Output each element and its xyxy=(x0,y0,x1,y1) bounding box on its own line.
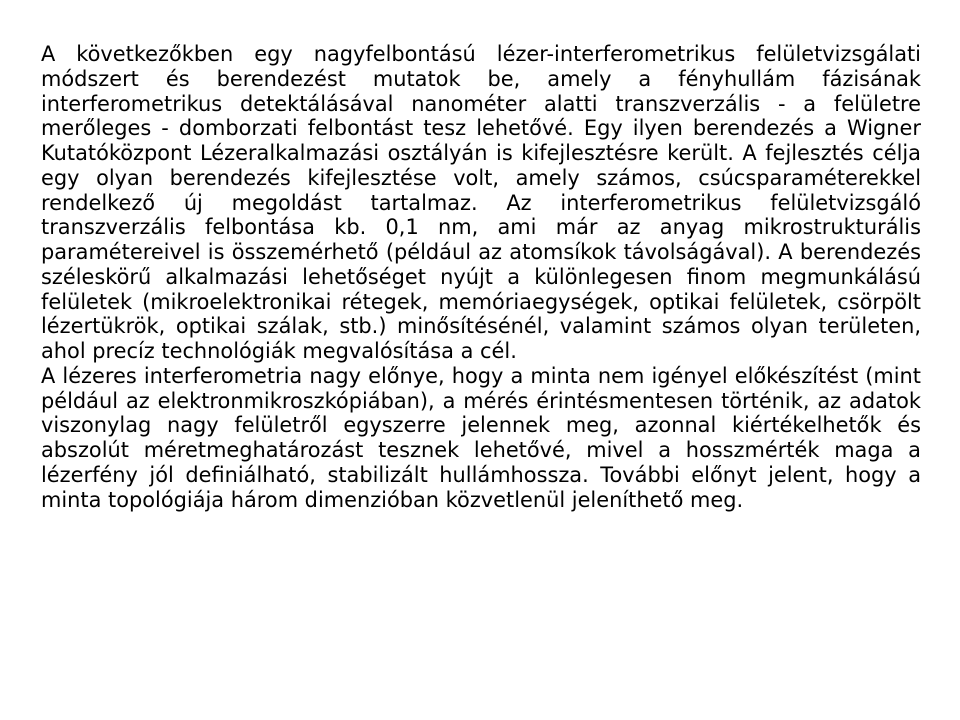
paragraph-laser-interferometry-advantages: A lézeres interferometria nagy előnye, hogy a minta nem igényel előkészítést (mint például az elektronmikroszkópiában), a mérés érintésmentesen történik, az adatok viszonylag nagy felületről egyszerre jelennek meg, azonnal kiértékelhetők és abszolút méretmeghatározást tesznek lehetővé, mivel a hosszmérték maga a lézerfény jól definiálható, stabilizált hullámhossza. További előnyt jelent, hogy a minta topológiája három dimenzióban közvetlenül jeleníthető meg. xyxy=(41,363,921,512)
paragraph-laser-interferometry-intro: A következőkben egy nagyfelbontású lézer-interferometrikus felületvizsgálati módszert és berendezést mutatok be, amely a fényhullám fázisának interferometrikus detektálásával nanométer alatti transzverzális - a felületre merőleges - domborzati felbontást tesz lehetővé. Egy ilyen berendezés a Wigner Kutatóközpont Lézeralkalmazási osztályán is kifejlesztésre került. A fejlesztés célja egy olyan berendezés kifejlesztése volt, amely számos, csúcsparaméterekkel rendelkező új megoldást tartalmaz. Az interferometrikus felületvizsgáló transzverzális felbontása kb. 0,1 nm, ami már az anyag mikrostrukturális paramétereivel is összemérhető (például az atomsíkok távolságával). A berendezés széleskörű alkalmazási lehetőséget nyújt a különlegesen finom megmunkálású felületek (mikroelektronikai rétegek, memóriaegységek, optikai felületek, csörpölt lézertükrök, optikai szálak, stb.) minősítésénél, valamint számos olyan területen, ahol precíz technológiák megvalósítása a cél. xyxy=(41,42,921,363)
document-body xyxy=(41,42,921,512)
